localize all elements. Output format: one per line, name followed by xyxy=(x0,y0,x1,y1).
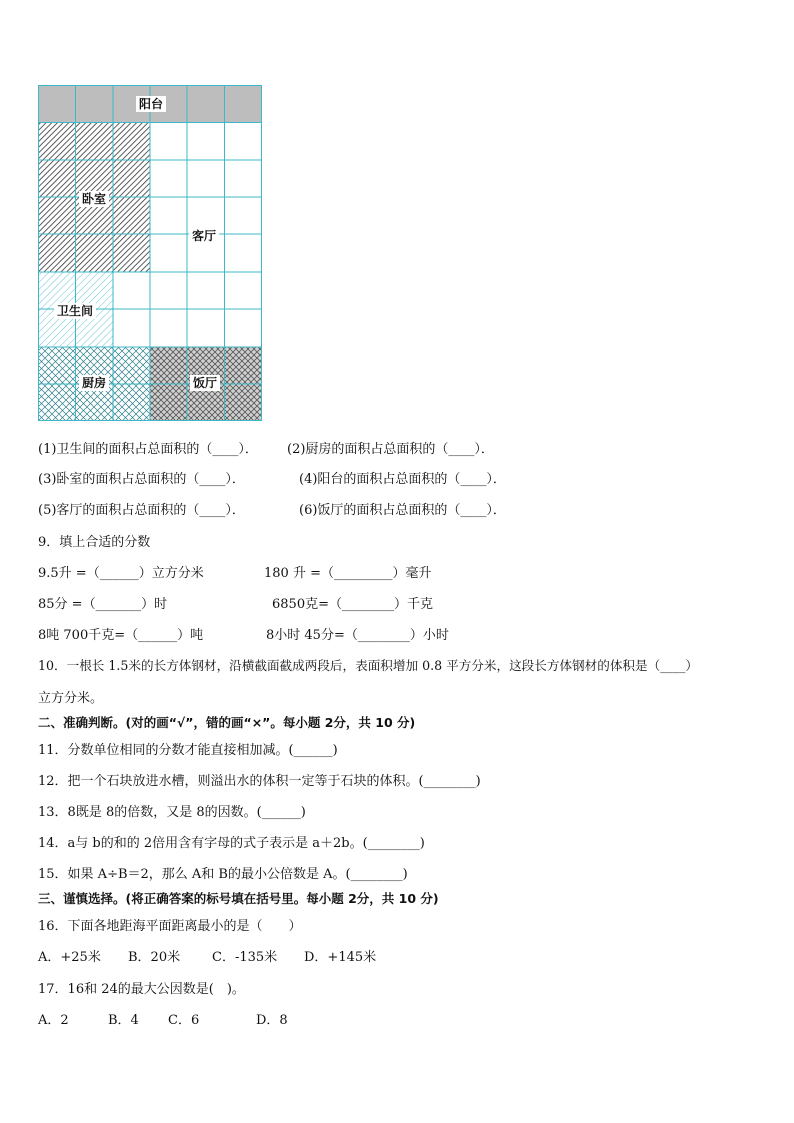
floor-plan-figure xyxy=(38,85,262,425)
q11: 11．分数单位相同的分数才能直接相加减。(______) xyxy=(38,743,338,758)
q16: 16．下面各地距海平面距离最小的是（ ） xyxy=(38,919,302,934)
q9-item-b: 180 升 =（_________）毫升 xyxy=(264,566,432,581)
q8-part-3: (3)卧室的面积占总面积的（____）． xyxy=(38,472,245,487)
q16-option-b: B．20米 xyxy=(128,950,181,965)
q9-item-c: 85分 =（_______）时 xyxy=(38,597,168,612)
q9-title: 9．填上合适的分数 xyxy=(38,535,151,550)
q8-part-5: (5)客厅的面积占总面积的（____）． xyxy=(38,503,245,518)
q10-line-1: 10．一根长 1.5米的长方体钢材，沿横截面截成两段后，表面积增加 0.8 平方分米，这段长方体钢材的体积是（____） xyxy=(38,658,698,673)
living-room-label: 客厅 xyxy=(189,228,219,244)
balcony-label: 阳台 xyxy=(136,96,166,112)
section-2-heading: 二、准确判断。(对的画“√”，错的画“×”。每小题 2分，共 10 分) xyxy=(38,715,416,730)
q16-option-a: A．+25米 xyxy=(38,950,101,965)
q17-option-d: D．8 xyxy=(256,1013,288,1028)
q16-option-c: C．-135米 xyxy=(212,950,278,965)
q17-option-b: B．4 xyxy=(108,1013,139,1028)
q16-option-d: D．+145米 xyxy=(304,950,377,965)
q10-line-2: 立方分米。 xyxy=(38,691,104,706)
floor-plan-grid xyxy=(38,85,262,421)
dining-label: 饭厅 xyxy=(190,375,220,391)
q17-option-c: C．6 xyxy=(168,1013,200,1028)
q9-item-e: 8吨 700千克=（______）吨 xyxy=(38,628,204,643)
q8-part-6: (6)饭厅的面积占总面积的（____）． xyxy=(299,503,506,518)
q12: 12．把一个石块放进水槽，则溢出水的体积一定等于石块的体积。(________) xyxy=(38,774,481,789)
q9-item-d: 6850克=（________）千克 xyxy=(272,597,433,612)
q9-item-a: 9.5升 =（______）立方分米 xyxy=(38,566,204,581)
q8-part-1: (1)卫生间的面积占总面积的（____）． xyxy=(38,442,258,457)
q8-part-4: (4)阳台的面积占总面积的（____）． xyxy=(299,472,506,487)
kitchen-label: 厨房 xyxy=(79,375,109,391)
q14: 14．a与 b的和的 2倍用含有字母的式子表示是 a＋2b。(________) xyxy=(38,836,425,851)
section-3-heading: 三、谨慎选择。(将正确答案的标号填在括号里。每小题 2分，共 10 分) xyxy=(38,891,439,906)
q8-part-2: (2)厨房的面积占总面积的（____）． xyxy=(287,442,494,457)
q13: 13．8既是 8的倍数，又是 8的因数。(______) xyxy=(38,805,306,820)
bedroom-label: 卧室 xyxy=(79,191,109,207)
bathroom-label: 卫生间 xyxy=(54,303,96,319)
q9-item-f: 8小时 45分=（________）小时 xyxy=(266,628,449,643)
q17: 17．16和 24的最大公因数是( )。 xyxy=(38,982,245,997)
q15: 15．如果 A÷B＝2，那么 A和 B的最小公倍数是 A。(________) xyxy=(38,867,408,882)
q17-option-a: A．2 xyxy=(38,1013,69,1028)
